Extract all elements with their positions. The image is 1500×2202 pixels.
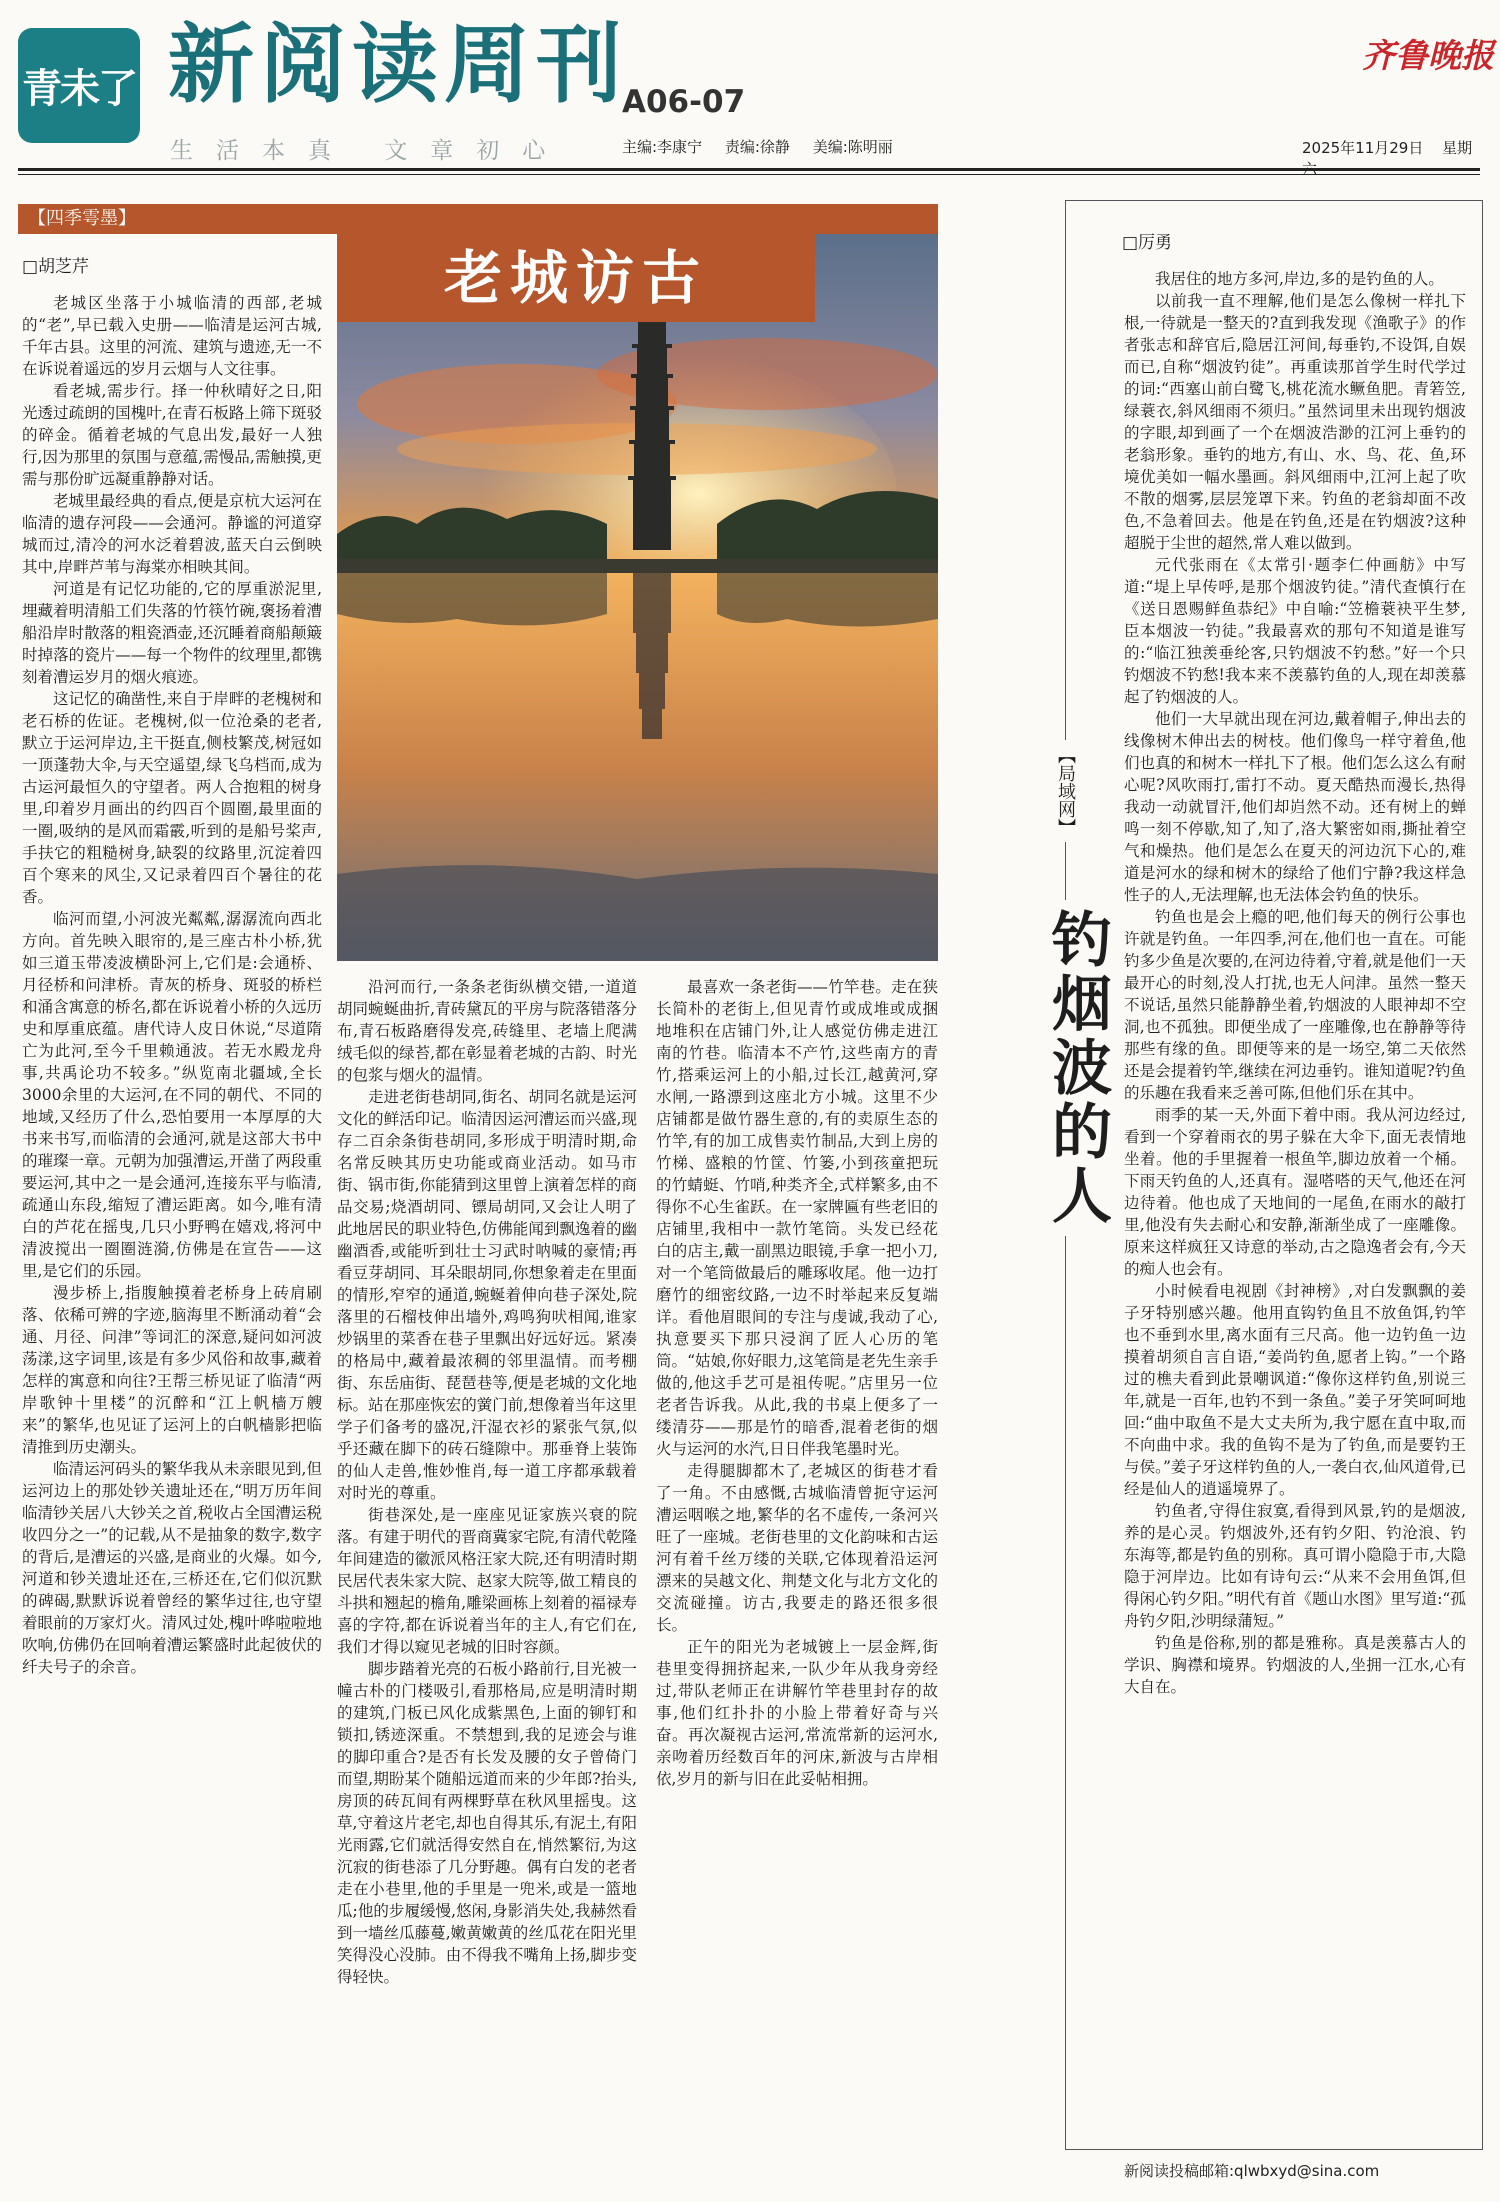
masthead-slogan: 生活本真 文章初心 [170,138,569,164]
page-number: A06-07 [622,84,746,120]
art-editor: 美编:陈明丽 [812,138,893,156]
right-author: □厉勇 [1122,233,1173,253]
right-headline: 钓烟波的人 [1030,900,1124,1236]
paragraph: 临河而望,小河波光粼粼,潺潺流向西北方向。首先映入眼帘的,是三座古朴小桥,犹如三道玉带凌波横卧河上,它们是:会通桥、月径桥和问津桥。青灰的桥身、斑驳的桥栏和涌含寓意的桥名,都在诉说着小桥的久远历史和厚重底蕴。唐代诗人皮日休说,“尽道隋亡为此河,至今千里赖通波。若无水殿龙舟事,共禹论功不较多。”纵览南北疆域,全长3000余里的大运河,在不同的朝代、不同的地域,又经历了什么,恐怕要用一本厚厚的大书来书写,而临清的会通河,就是这部大书中的璀璨一章。元朝为加强漕运,开凿了两段重要运河,其中之一是会通河,连接东平与临清,疏通山东段,缩短了漕运距离。如今,唯有清白的芦花在摇曳,几只小野鸭在嬉戏,将河中清波搅出一圈圈涟漪,仿佛是在宣告——这里,是它们的乐园。 [22,910,322,1280]
date-text: 2025年11月29日 [1302,139,1424,157]
issue-date [1302,137,1500,179]
left-article-column-3 [656,976,938,2176]
paragraph: 街巷深处,是一座座见证家族兴衰的院落。有建于明代的晋商冀家宅院,有清代乾隆年间建造的徽派风格汪家大院,还有明清时期民居代表朱家大院、赵家大院等,做工精良的斗拱和翘起的檐角,雕梁画栋上刻着的福禄寿喜的字符,都在诉说着当年的主人,有它们在,我们才得以窥见老城的旧时容颜。 [337,1506,637,1656]
paragraph: 走进老街巷胡同,街名、胡同名就是运河文化的鲜活印记。临清因运河漕运而兴盛,现存二百余条街巷胡同,多形成于明清时期,命名常反映其历史功能或商业活动。如马市街、锅市街,你能猜到这里曾上演着怎样的商品交易;烧酒胡同、镖局胡同,又会让人明了此地居民的职业特色,仿佛能闻到飘逸着的幽幽酒香,或能听到壮士习武时呐喊的豪情;再看豆芽胡同、耳朵眼胡同,你想象着走在里面的情形,窄窄的通道,蜿蜒着伸向巷子深处,院落里的石榴枝伸出墙外,鸡鸣狗吠相闻,谁家炒锅里的菜香在巷子里飘出好远好远。紧凑的格局中,藏着最浓稠的邻里温情。而考棚街、东岳庙街、琵琶巷等,便是老城的文化地标。站在那座恢宏的黉门前,想像着当年这里学子们备考的盛况,汗湿衣衫的紧张气氛,似乎还藏在脚下的砖石缝隙中。那垂脊上装饰的仙人走兽,惟妙惟肖,每一道工序都承载着对时光的尊重。 [337,1088,637,1502]
publication-logo [18,28,140,143]
left-author: □胡芝芹 [22,257,90,277]
left-article-column-1 [22,292,322,2172]
column-tag: 【四季雩墨】 [18,204,938,234]
right-article-body [1124,268,1466,2138]
newspaper-name: 齐鲁晚报 [1362,36,1494,75]
paragraph: 河道是有记忆功能的,它的厚重淤泥里,埋藏着明清船工们失落的竹筷竹碗,褒扬着漕船沿岸时散落的粗瓷酒壶,还沉睡着商船颠簸时掉落的瓷片——每一个物件的纹理里,都镌刻着漕运岁月的烟火痕迹。 [22,580,322,686]
duty-editor: 责编:徐静 [724,138,790,156]
paragraph: 钓鱼是俗称,别的都是雅称。真是羡慕古人的学识、胸襟和境界。钓烟波的人,坐拥一江水,心有大自在。 [1124,1634,1466,1696]
paragraph: 钓鱼也是会上瘾的吧,他们每天的例行公事也许就是钓鱼。一年四季,河在,他们也一直在。可能钓多少鱼是次要的,在河边待着,守着,就是他们一天最开心的时刻,没人打扰,也无人问津。虽然一整天不说话,虽然只能静静坐着,钓烟波的人眼神却不空洞,也不孤独。即便坐成了一座雕像,也在静静等待那些有缘的鱼。即便等来的是一场空,第二天依然还是会提着钓竿,继续在河边垂钓。谁知道呢?钓鱼的乐趣在我看来乏善可陈,但他们乐在其中。 [1124,908,1466,1102]
paragraph: 看老城,需步行。择一仲秋晴好之日,阳光透过疏朗的国槐叶,在青石板路上筛下斑驳的碎金。循着老城的气息出发,最好一人独行,因为那里的氛围与意蕴,需慢品,需触摸,更需与那份旷远凝重静静对话。 [22,382,322,488]
paragraph: 老城里最经典的看点,便是京杭大运河在临清的遗存河段——会通河。静谧的河道穿城而过,清冷的河水泛着碧波,蓝天白云倒映其中,岸畔芦苇与海棠亦相映其间。 [22,492,322,576]
paragraph: 他们一大早就出现在河边,戴着帽子,伸出去的线像树木伸出去的树枝。他们像鸟一样守着鱼,他们也真的和树木一样扎下了根。他们怎么这么有耐心呢?风吹雨打,雷打不动。夏天酷热而漫长,热得我动一动就冒汗,他们却岿然不动。还有树上的蝉鸣一刻不停歇,知了,知了,洛大繁密如雨,撕扯着空气和燥热。他们是怎么在夏天的河边沉下心的,难道是河水的绿和树木的绿给了他们宁静?我这样急性子的人,无法理解,也无法体会钓鱼的快乐。 [1124,710,1466,904]
paragraph: 这记忆的确凿性,来自于岸畔的老槐树和老石桥的佐证。老槐树,似一位沧桑的老者,默立于运河岸边,主干挺直,侧枝繁茂,树冠如一顶蓬勃大伞,与天空遥望,绿飞乌档而,成为古运河最恒久的守望者。两人合抱粗的树身里,印着岁月画出的约四百个圆圈,最里面的一圈,吸纳的是风而霜霰,听到的是船号桨声,手扶它的粗糙树身,缺裂的纹路里,沉淀着四百个寒来的风尘,又记录着四百个暑往的花香。 [22,690,322,906]
left-headline: 老城访古 [337,234,815,322]
logo-text: 青未了 [22,65,136,112]
masthead-divider-thin [18,174,1480,175]
paragraph: 以前我一直不理解,他们是怎么像树一样扎下根,一待就是一整天的?直到我发现《渔歌子》的作者张志和辞官后,隐居江河间,每垂钓,不设饵,自娱而已,自称“烟波钓徒”。再重读那首学生时代学过的词:“西塞山前白鹭飞,桃花流水鳜鱼肥。青箬笠,绿蓑衣,斜风细雨不须归。”虽然词里未出现钓烟波的字眼,却到画了一个在烟波浩渺的江河上垂钓的老翁形象。垂钓的地方,有山、水、鸟、花、鱼,环境优美如一幅水墨画。斜风细雨中,江河上起了吹不散的烟雾,层层笼罩下来。钓鱼的老翁却面不改色,不急着回去。他是在钓鱼,还是在钓烟波?这种超脱于尘世的超然,常人难以做到。 [1124,292,1466,552]
paragraph: 雨季的某一天,外面下着中雨。我从河边经过,看到一个穿着雨衣的男子躲在大伞下,面无表情地坐着。他的手里握着一根鱼竿,脚边放着一个桶。下雨天钓鱼的人,还真有。湿嗒嗒的天气,他还在河边待着。他也成了天地间的一尾鱼,在雨水的敲打里,他没有失去耐心和安静,渐渐坐成了一座雕像。原来这样疯狂又诗意的举动,古之隐逸者会有,今天的痴人也会有。 [1124,1106,1466,1278]
paragraph: 临清运河码头的繁华我从未亲眼见到,但运河边上的那处钞关遗址还在,“明万历年间临清钞关居八大钞关之首,税收占全国漕运税收四分之一”的记载,从不是抽象的数字,数字的背后,是漕运的兴盛,是商业的火爆。如今,河道和钞关遗址还在,三桥还在,它们似沉默的碑碣,默默诉说着曾经的繁华过往,也守望着眼前的万家灯火。清风过处,槐叶哗啦啦地吹响,仿佛仍在回响着漕运繁盛时此起彼伏的纤夫号子的余音。 [22,1460,322,1676]
paragraph: 漫步桥上,指腹触摸着老桥身上砖肩刷落、依稀可辨的字迹,脑海里不断涌动着“会通、月径、问津”等词汇的深意,疑问如河波荡漾,这字词里,该是有多少风俗和故事,藏着怎样的寓意和向往?王帮三桥见证了临清“两岸歌钟十里楼”的沉醉和“江上帆樯万艘来”的繁华,也见证了运河上的白帆樯影把临清推到历史潮头。 [22,1284,322,1456]
paragraph: 脚步踏着光亮的石板小路前行,目光被一幢古朴的门楼吸引,看那格局,应是明清时期的建筑,门板已风化成紫黑色,上面的铆钉和锁扣,锈迹深重。不禁想到,我的足迹会与谁的脚印重合?是否有长发及腰的女子曾倚门而望,期盼某个随船远道而来的少年郎?抬头,房顶的砖瓦间有两棵野草在秋风里摇曳。这草,守着这片老宅,却也自得其乐,有泥土,有阳光雨露,它们就活得安然自在,悄然繁衍,为这沉寂的街巷添了几分野趣。偶有白发的老者走在小巷里,他的手里是一兜米,或是一篮地瓜;他的步履缓慢,悠闲,身影消失处,我赫然看到一墙丝瓜藤蔓,嫩黄嫩黄的丝瓜花在阳光里笑得没心没肺。由不得我不嘴角上扬,脚步变得轻快。 [337,1660,637,1986]
weekday-text: 星期六 [1302,139,1473,178]
masthead-divider [18,168,1480,171]
paragraph: 元代张雨在《太常引·题李仁仲画舫》中写道:“堤上早传呼,是那个烟波钓徒。”清代查慎行在《送日恩赐鲜鱼恭纪》中自喻:“笠檐蓑袂平生梦,臣本烟波一钓徒。”我最喜欢的那句不知道是谁写的:“临江独羡垂纶客,只钓烟波不钓愁。”好一个只钓烟波不钓愁!我本来不羡慕钓鱼的人,现在却羡慕起了钓烟波的人。 [1124,556,1466,706]
submission-email: 新阅读投稿邮箱:qlwbxyd@sina.com [1124,2162,1380,2180]
paragraph: 我居住的地方多河,岸边,多的是钓鱼的人。 [1155,270,1444,288]
paragraph: 老城区坐落于小城临清的西部,老城的“老”,早已载入史册——临清是运河古城,千年古县。这里的河流、建筑与遗迹,无一不在诉说着遥远的岁月云烟与人文往事。 [22,294,322,378]
editor-credits [622,136,911,157]
left-article-column-2 [337,976,637,2176]
paragraph: 走得腿脚都木了,老城区的街巷才看了一角。不由感慨,古城临清曾扼守运河漕运咽喉之地,繁华的名不虚传,一条河兴旺了一座城。老街巷里的文化韵味和古运河有着千丝万缕的关联,它体现着沿运河漂来的吴越文化、荆楚文化与北方文化的交流碰撞。访古,我要走的路还很多很长。 [656,1462,938,1634]
paragraph: 小时候看电视剧《封神榜》,对白发飘飘的姜子牙特别感兴趣。他用直钩钓鱼且不放鱼饵,钓竿也不垂到水里,离水面有三尺高。他一边钓鱼一边摸着胡须自言自语,“姜尚钓鱼,愿者上钩。”一个路过的樵夫看到此景嘲讽道:“像你这样钓鱼,别说三年,就是一百年,也钓不到一条鱼。”姜子牙笑呵呵地回:“曲中取鱼不是大丈夫所为,我宁愿在直中取,而不向曲中求。我的鱼钩不是为了钓鱼,而是要钓王与侯。”姜子牙这样钓鱼的人,一袭白衣,仙风道骨,已经是仙人的逍遥境界了。 [1124,1282,1466,1498]
paragraph: 正午的阳光为老城镀上一层金辉,街巷里变得拥挤起来,一队少年从我身旁经过,带队老师正在讲解竹竿巷里封存的故事,他们红扑扑的小脸上带着好奇与兴奋。再次凝视古运河,常流常新的运河水,亲吻着历经数百年的河床,新波与古岸相依,岁月的新与旧在此妥帖相拥。 [656,1638,938,1788]
chief-editor: 主编:李康宁 [622,138,703,156]
paragraph: 最喜欢一条老街——竹竿巷。走在狭长简朴的老街上,但见青竹或成堆或成捆地堆积在店铺门外,让人感觉仿佛走进江南的竹巷。临清本不产竹,这些南方的青竹,搭乘运河上的小船,过长江,越黄河,穿水闸,一路漂到这座北方小城。这里不少店铺都是做竹器生意的,有的卖原生态的竹竿,有的加工成售卖竹制品,大到上房的竹梯、盛粮的竹筐、竹篓,小到孩童把玩的竹蜻蜓、竹哨,种类齐全,式样繁多,由不得你不心生雀跃。在一家牌匾有些老旧的店铺里,我相中一款竹笔筒。头发已经花白的店主,戴一副黑边眼镜,手拿一把小刀,对一个笔筒做最后的雕琢收尾。他一边打磨竹的细密纹路,一边不时举起来反复端详。看他眉眼间的专注与虔诚,我动了心,执意要买下那只浸润了匠人心历的笔筒。“姑娘,你好眼力,这笔筒是老先生亲手做的,他这手艺可是祖传呢。”店里另一位老者告诉我。从此,我的书桌上便多了一缕清芬——那是竹的暗香,混着老街的烟火与运河的水汽,日日伴我笔墨时光。 [656,978,938,1458]
paragraph: 钓鱼者,守得住寂寞,看得到风景,钓的是烟波,养的是心灵。钓烟波外,还有钓夕阳、钓沧浪、钓东海等,都是钓鱼的别称。真可谓小隐隐于市,大隐隐于河岸边。比如有诗句云:“从来不会用鱼饵,但得闲心钓夕阳。”明代有首《题山水图》里写道:“孤舟钓夕阳,沙明绿蒲短。” [1124,1502,1466,1630]
right-section-tag: 【局域网】 [1052,740,1078,842]
masthead-title: 新阅读周刊 [168,14,628,115]
paragraph: 沿河而行,一条条老街纵横交错,一道道胡同蜿蜒曲折,青砖黛瓦的平房与院落错落分布,青石板路磨得发亮,砖缝里、老墙上爬满绒毛似的绿苔,都在彰显着老城的古韵、时光的包浆与烟火的温情。 [337,978,637,1084]
pagoda-sunset-photo [337,234,938,961]
